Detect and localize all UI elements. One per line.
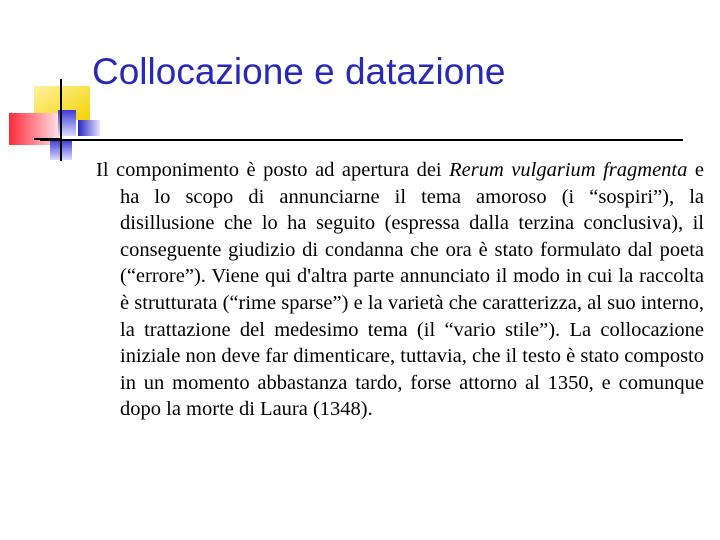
- body-paragraph: [96, 157, 704, 423]
- paragraph-italic-title: Rerum vulgarium fragmenta: [449, 159, 688, 181]
- title-rule: [40, 139, 683, 141]
- vertical-rule: [60, 79, 62, 161]
- blue-square-right: [78, 120, 100, 136]
- paragraph-text-end: e ha lo scopo di annunciarne il tema amoroso (i “sospiri”), la disillusione che lo ha seguito (espressa dalla terzina conclusiva), il conseguente giudizio di condanna che ora è stato formulato dal poeta (“errore”). Viene qui d'altra parte annunciato il modo in cui la raccolta è strutturata (“rime sparse”) e la varietà che caratterizza, al suo interno, la trattazione del medesimo tema (il “vario stile”). La collocazione iniziale non deve far dimenticare, tuttavia, che il testo è stato composto in un momento abbastanza tardo, forse attorno al 1350, e comunque dopo la morte di Laura (1348).: [120, 159, 704, 421]
- paragraph-text-start: Il componimento è posto ad apertura dei: [96, 159, 450, 181]
- slide-title: Collocazione e datazione: [92, 51, 506, 92]
